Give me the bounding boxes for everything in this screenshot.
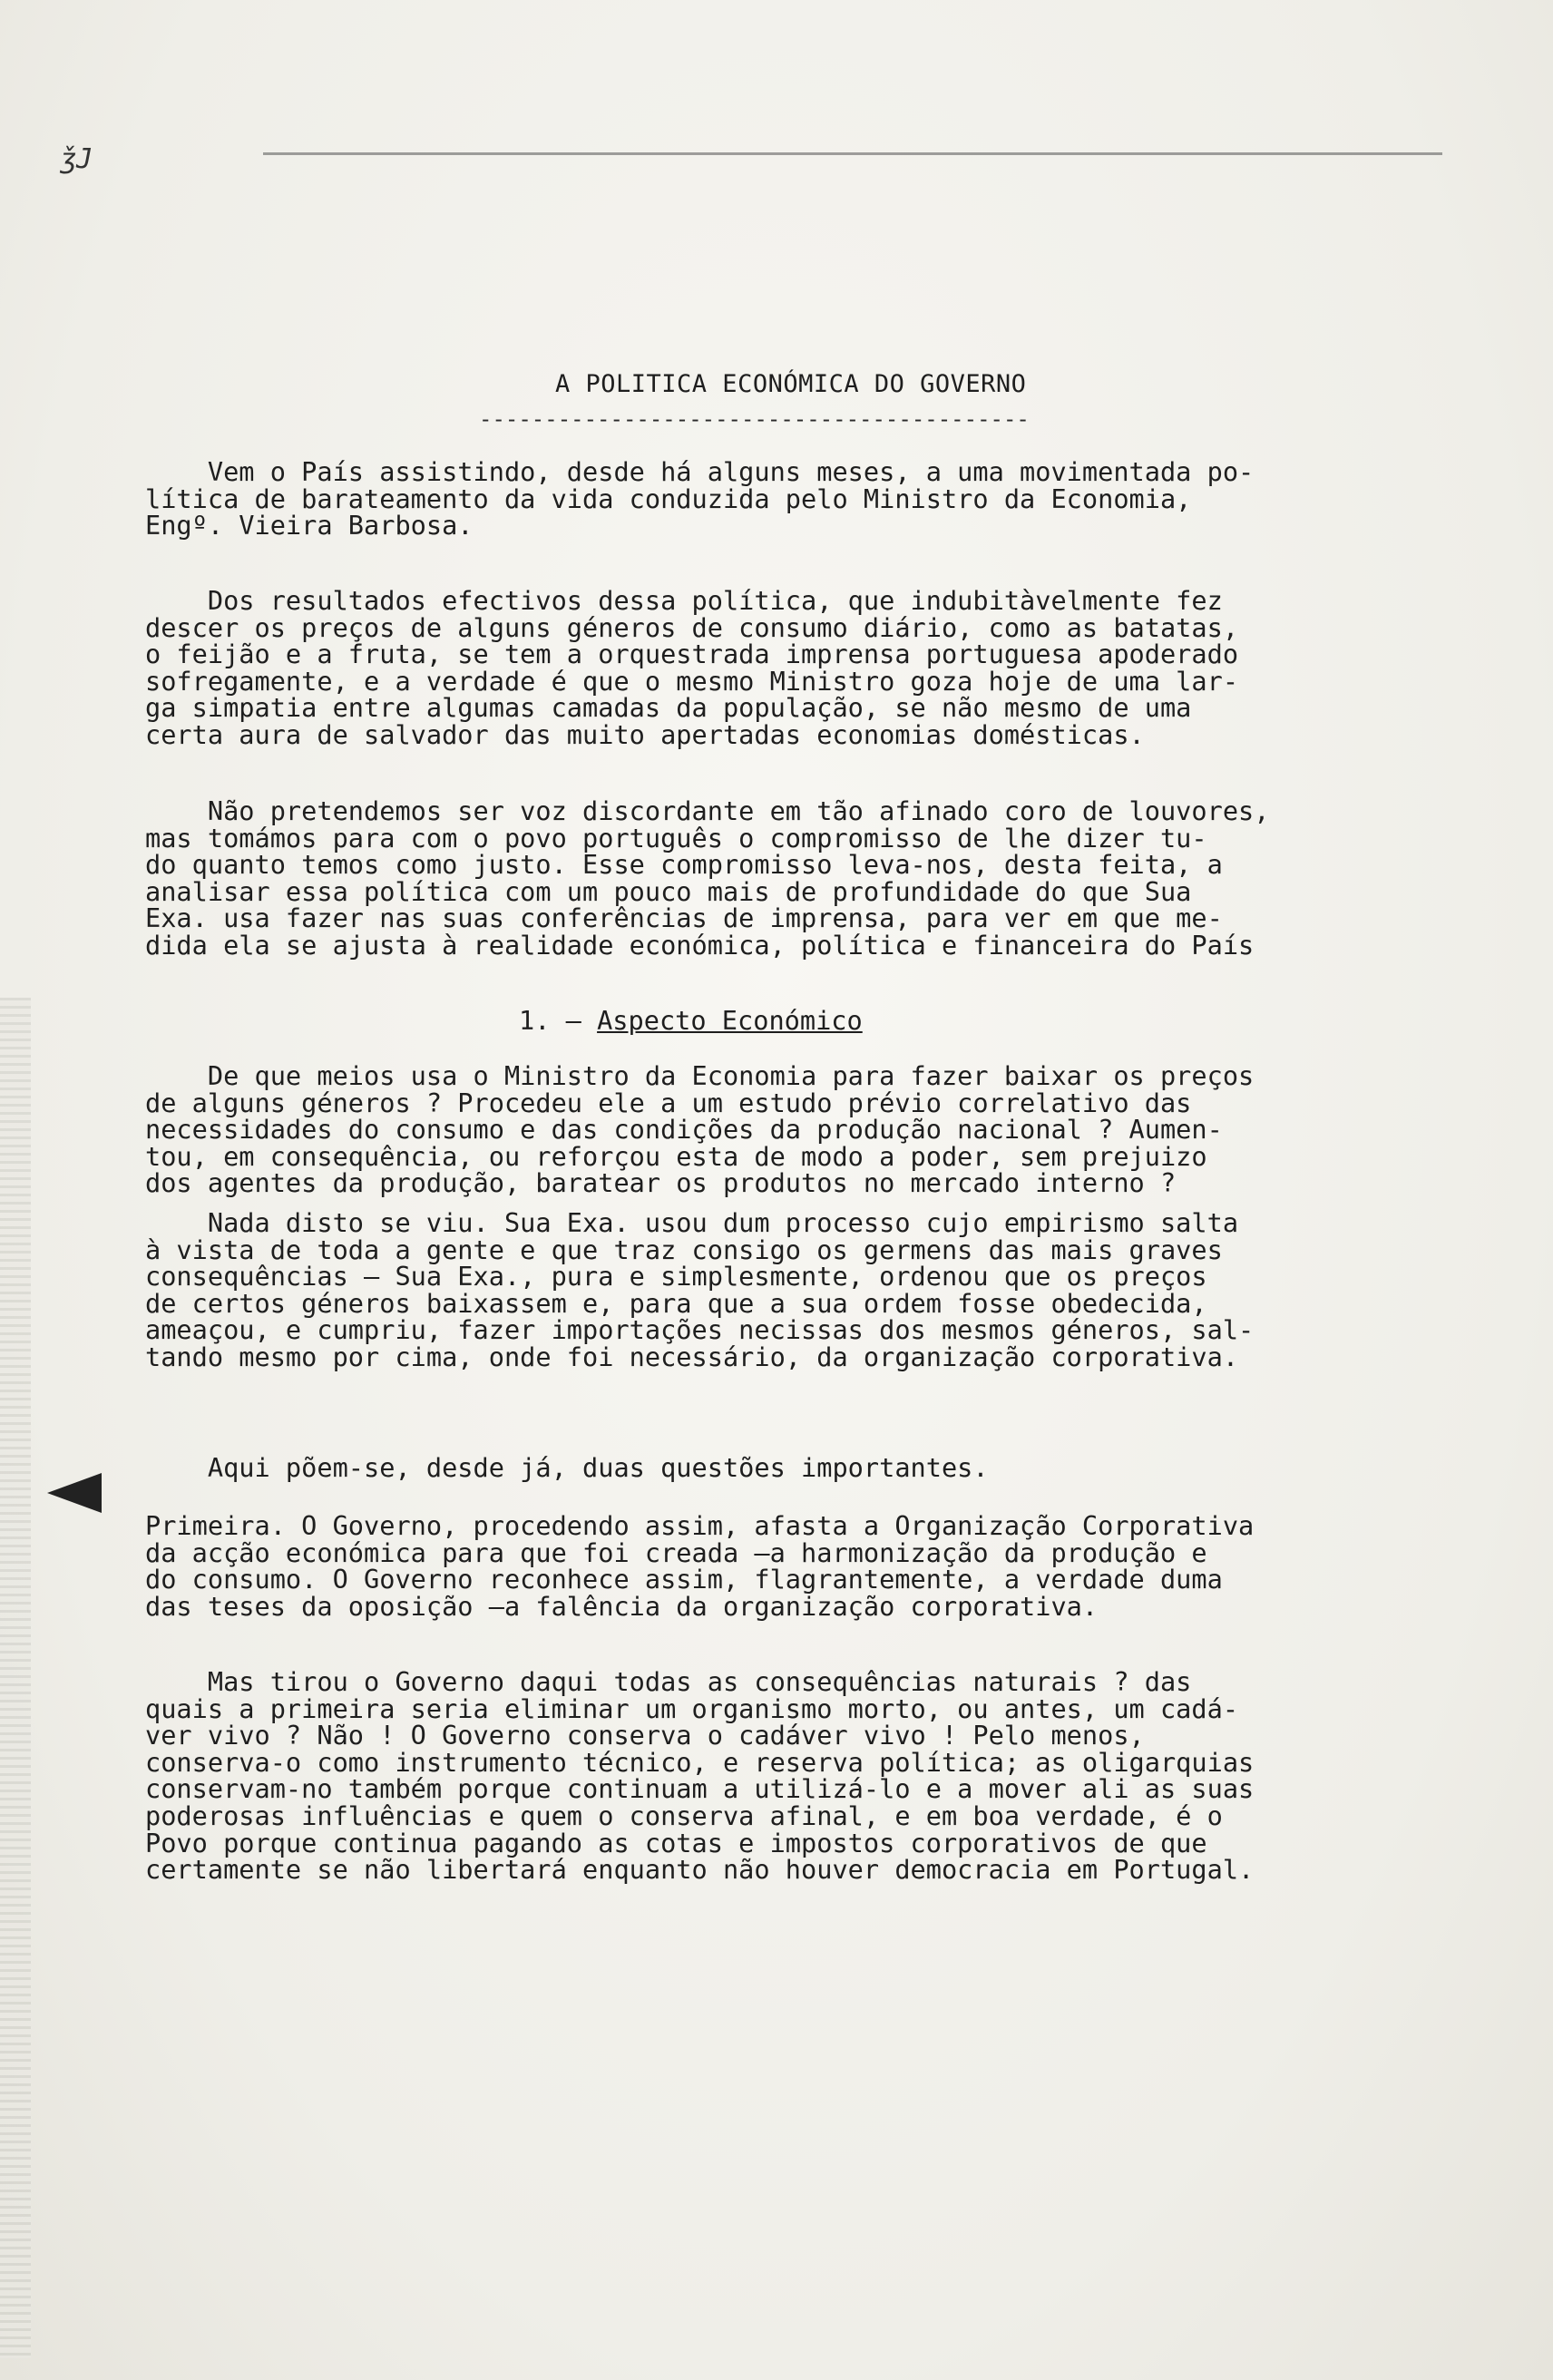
- text-line: Povo porque continua pagando as cotas e impostos corporativos de que: [145, 1827, 1207, 1858]
- text-line: conservam-no também porque continuam a utilizá-lo e a mover ali as suas: [145, 1773, 1255, 1805]
- text-line: do consumo. O Governo reconhece assim, flagrantemente, a verdade duma: [145, 1564, 1223, 1595]
- text-line: Primeira. O Governo, procedendo assim, afasta a Organização Corporativa: [145, 1510, 1255, 1541]
- text-line: tou, em consequência, ou reforçou esta de modo a poder, sem prejuizo: [145, 1140, 1207, 1172]
- text-line: consequências — Sua Exa., pura e simplesmente, ordenou que os preços: [145, 1261, 1207, 1292]
- text-line: de certos géneros baixassem e, para que a sua ordem fosse obedecida,: [145, 1287, 1207, 1319]
- text-line: ameaçou, e cumpriu, fazer importações necissas dos mesmos géneros, sal-: [145, 1314, 1255, 1346]
- text-line: Aqui põem-se, desde já, duas questões importantes.: [145, 1452, 989, 1483]
- text-line: poderosas influências e quem o conserva afinal, e em boa verdade, é o: [145, 1800, 1223, 1831]
- page-top-rule: [263, 152, 1442, 155]
- title-underline: ------------------------------------------: [479, 406, 1030, 432]
- text-line: tando mesmo por cima, onde foi necessário, da organização corporativa.: [145, 1341, 1239, 1372]
- paragraph-3: [145, 795, 1470, 961]
- margin-arrow-mark: [47, 1473, 102, 1513]
- text-line: dos agentes da produção, baratear os produtos no mercado interno ?: [145, 1167, 1177, 1199]
- text-line: Não pretendemos ser voz discordante em tão afinado coro de louvores,: [145, 795, 1270, 826]
- text-line: necessidades do consumo e das condições da produção nacional ? Aumen-: [145, 1114, 1223, 1146]
- scan-edge-noise: [0, 998, 31, 2358]
- text-line: certa aura de salvador das muito apertadas economias domésticas.: [145, 718, 1145, 750]
- text-line: de alguns géneros ? Procedeu ele a um estudo prévio correlativo das: [145, 1087, 1192, 1118]
- paragraph-7: [145, 1666, 1470, 1886]
- text-line: analisar essa política com um pouco mais de profundidade do que Sua: [145, 875, 1192, 907]
- text-line: certamente se não libertará enquanto não houver democracia em Portugal.: [145, 1854, 1255, 1886]
- text-line: sofregamente, e a verdade é que o mesmo Ministro goza hoje de uma lar-: [145, 665, 1239, 697]
- text-line: Nada disto se viu. Sua Exa. usou dum processo cujo empirismo salta: [145, 1206, 1239, 1238]
- paragraph-5: [145, 1452, 1470, 1483]
- text-line: descer os preços de alguns géneros de consumo diário, como as batatas,: [145, 611, 1239, 643]
- paragraph-4: [145, 1060, 1470, 1372]
- text-line: conserva-o como instrumento técnico, e reserva política; as oligarquias: [145, 1746, 1255, 1778]
- corner-handwritten-mark: ǯJ: [60, 143, 93, 175]
- text-line: De que meios usa o Ministro da Economia para fazer baixar os preços: [145, 1060, 1255, 1091]
- text-line: mas tomámos para com o povo português o compromisso de lhe dizer tu-: [145, 822, 1207, 853]
- paragraph-6: [145, 1510, 1470, 1622]
- section-label: Aspecto Económico: [597, 1005, 863, 1036]
- text-line: do quanto temos como justo. Esse compromisso leva-nos, desta feita, a: [145, 849, 1223, 881]
- paragraph-2: [145, 585, 1470, 750]
- text-line: Exa. usa fazer nas suas conferências de imprensa, para ver em que me-: [145, 902, 1223, 934]
- text-line: dida ela se ajusta à realidade económica, política e financeira do País: [145, 929, 1255, 961]
- section-number: 1. —: [519, 1005, 598, 1036]
- text-line: das teses da oposição —a falência da organização corporativa.: [145, 1590, 1099, 1622]
- text-line: Dos resultados efectivos dessa política, que indubitàvelmente fez: [145, 585, 1223, 616]
- text-line: Engº. Vieira Barbosa.: [145, 510, 474, 541]
- section-heading: [519, 1005, 863, 1036]
- text-line: à vista de toda a gente e que traz consigo os germens das mais graves: [145, 1234, 1223, 1265]
- text-line: o feijão e a fruta, se tem a orquestrada imprensa portuguesa apoderado: [145, 639, 1239, 670]
- text-line: ga simpatia entre algumas camadas da população, se não mesmo de uma: [145, 692, 1192, 724]
- text-line: Vem o País assistindo, desde há alguns meses, a uma movimentada po-: [145, 456, 1255, 487]
- document-title: A POLITICA ECONÓMICA DO GOVERNO: [555, 370, 1027, 398]
- text-line: Mas tirou o Governo daqui todas as consequências naturais ? das: [145, 1666, 1192, 1697]
- text-line: ver vivo ? Não ! O Governo conserva o cadáver vivo ! Pelo menos,: [145, 1720, 1145, 1751]
- text-line: da acção económica para que foi creada —a harmonização da produção e: [145, 1536, 1207, 1568]
- paragraph-1: [145, 456, 1470, 541]
- text-line: quais a primeira seria eliminar um organismo morto, ou antes, um cadá-: [145, 1692, 1239, 1724]
- text-line: lítica de barateamento da vida conduzida pelo Ministro da Economia,: [145, 483, 1192, 514]
